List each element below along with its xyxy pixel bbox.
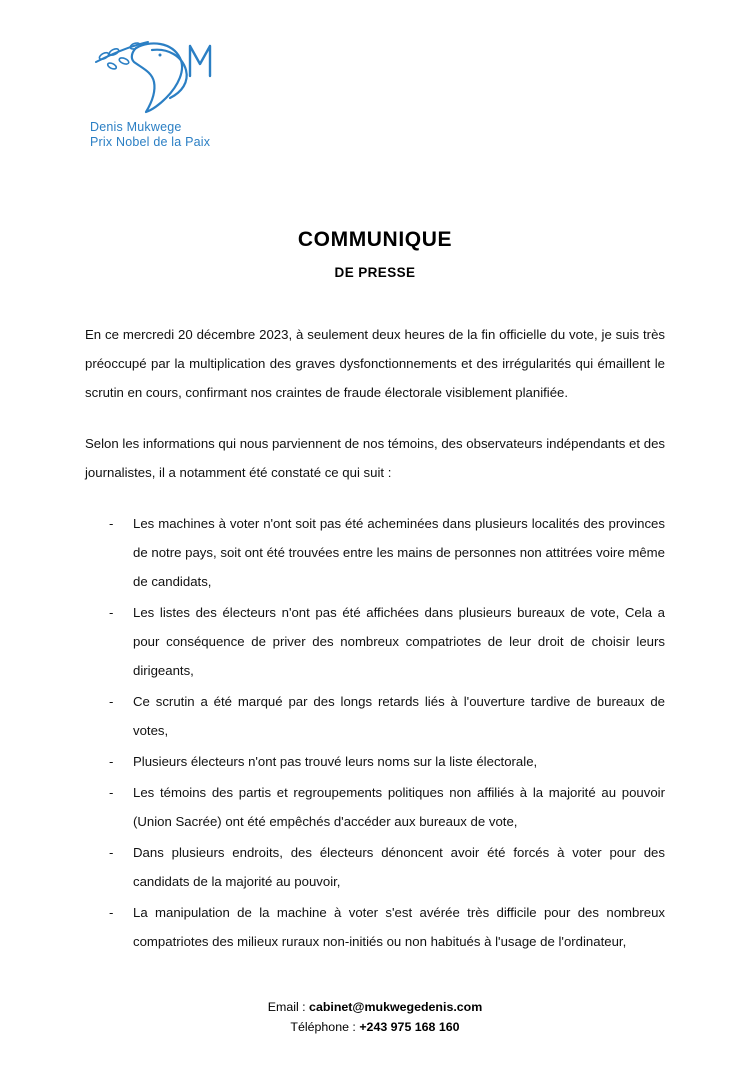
document-body (85, 320, 665, 958)
letterhead (85, 28, 345, 150)
paragraph-findings-lead: Selon les informations qui nous parviennent de nos témoins, des observateurs indépendants et des journalistes, il a notamment été constaté ce qui suit : (85, 436, 665, 480)
list-item (85, 509, 665, 596)
organization-name (90, 120, 345, 150)
list-item-text: La manipulation de la machine à voter s'est avérée très difficile pour des nombreux compatriotes des milieux ruraux non-initiés ou non habitués à l'usage de l'ordinateur, (133, 905, 665, 949)
list-item-text: Plusieurs électeurs n'ont pas trouvé leurs noms sur la liste électorale, (133, 754, 538, 769)
list-marker: - (109, 516, 114, 531)
list-item-text: Les témoins des partis et regroupements politiques non affiliés à la majorité au pouvoir (Union Sacrée) ont été empêchés d'accéder aux bureaux de vote, (133, 785, 665, 829)
paragraph-intro: En ce mercredi 20 décembre 2023, à seulement deux heures de la fin officielle du vote, je suis très préoccupé par la multiplication des graves dysfonctionnements et des irrégularités qui émaillent le scrutin en cours, confirmant nos craintes de fraude électorale visiblement planifiée. (85, 327, 665, 400)
footer-phone-value: +243 975 168 160 (359, 1020, 460, 1034)
list-item (85, 898, 665, 956)
footer-email (0, 997, 750, 1017)
list-item (85, 838, 665, 896)
list-item-text: Les listes des électeurs n'ont pas été affichées dans plusieurs bureaux de vote, Cela a pour conséquence de priver des nombreux compatriotes de leur droit de choisir leurs dirigeants, (133, 605, 665, 678)
list-item (85, 747, 665, 776)
org-name-line1: Denis Mukwege (90, 120, 182, 134)
list-marker: - (109, 905, 114, 920)
list-marker: - (109, 694, 114, 709)
dove-olive-branch-logo-icon (90, 28, 220, 118)
list-item-text: Ce scrutin a été marqué par des longs retards liés à l'ouverture tardive de bureaux de votes, (133, 694, 665, 738)
footer-email-label: Email : (267, 1000, 310, 1014)
page-subtitle: DE PRESSE (334, 265, 416, 280)
list-marker: - (109, 605, 114, 620)
list-item (85, 687, 665, 745)
list-item (85, 598, 665, 685)
list-item-text: Dans plusieurs endroits, des électeurs dénoncent avoir été forcés à voter pour des candidats de la majorité au pouvoir, (133, 845, 665, 889)
page-title: COMMUNIQUE (297, 228, 453, 251)
org-name-line2: Prix Nobel de la Paix (90, 135, 211, 149)
footer-phone (0, 1017, 750, 1037)
title-block (0, 228, 750, 280)
footer-email-value[interactable]: cabinet@mukwegedenis.com (309, 1000, 483, 1014)
list-marker: - (109, 845, 114, 860)
list-item-text: Les machines à voter n'ont soit pas été acheminées dans plusieurs localités des provinces de notre pays, soit ont été trouvées entre les mains de personnes non attitrées voire même de candidats, (133, 516, 665, 589)
document-footer (0, 997, 750, 1037)
list-marker: - (109, 785, 114, 800)
footer-phone-label: Téléphone : (290, 1020, 360, 1034)
list-marker: - (109, 754, 114, 769)
findings-list (85, 509, 665, 956)
list-item (85, 778, 665, 836)
